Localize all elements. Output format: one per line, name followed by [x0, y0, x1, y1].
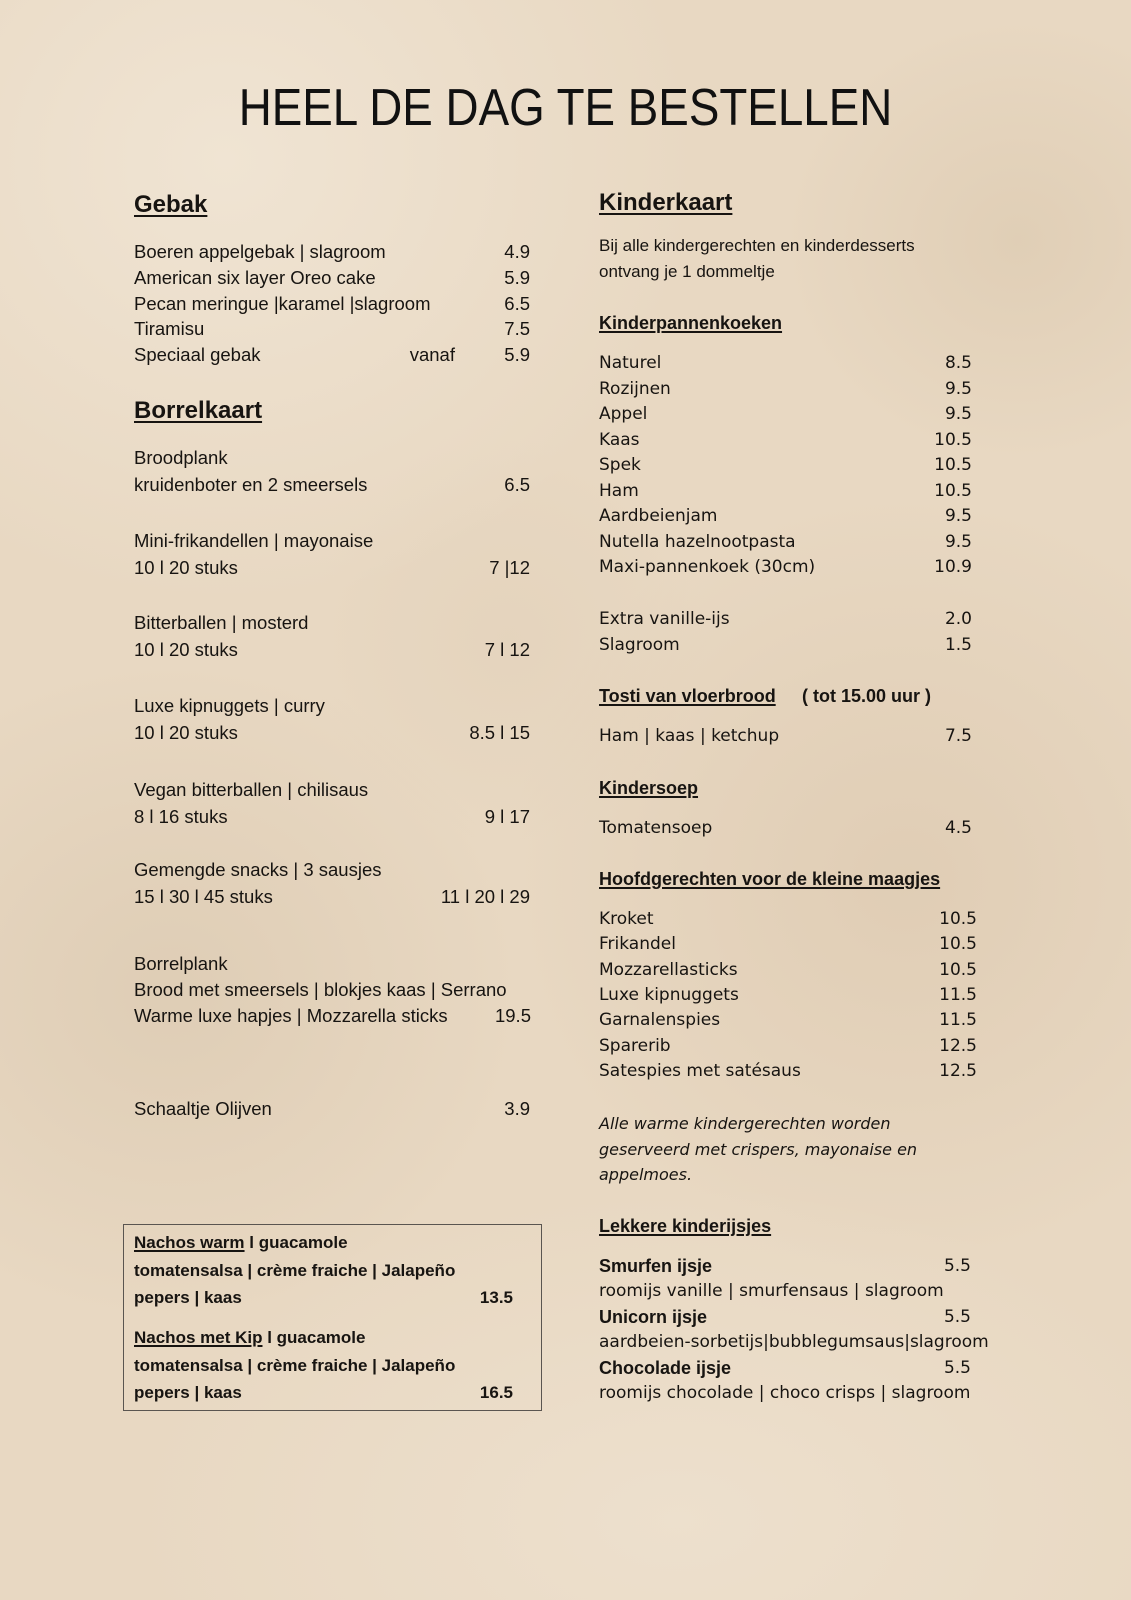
- item-price: 7 l 12: [484, 639, 530, 660]
- item-price: 7.5: [504, 318, 530, 340]
- nachos-detail-row: [134, 1352, 513, 1380]
- subheading-soep: [599, 775, 972, 801]
- item-price: 4.9: [504, 241, 530, 262]
- nachos-title-wrap: [134, 1324, 365, 1352]
- item-price: 19.5: [494, 1005, 531, 1026]
- item-name: Mozzarellasticks: [599, 959, 738, 980]
- item-price: 12.5: [939, 1035, 977, 1056]
- nachos-title-rest: l guacamole: [244, 1233, 348, 1252]
- borrelplank-detail-row: [134, 977, 531, 1003]
- item-name: Tomatensoep: [599, 818, 713, 838]
- item-name: Extra vanille-ijs: [599, 609, 730, 629]
- subheading-text: Kinderpannenkoeken: [599, 313, 783, 333]
- borrelplank-item: [134, 951, 531, 1029]
- olijven-item: [134, 1096, 530, 1122]
- ijsje-desc-row: [599, 1330, 989, 1355]
- item-name: Rozijnen: [599, 378, 671, 399]
- item-name: Chocolade ijsje: [599, 1357, 732, 1378]
- item-price: 3.9: [504, 1098, 530, 1119]
- item-desc: roomijs chocolade | choco crisps | slagroom: [599, 1383, 971, 1404]
- borrel-item: [134, 856, 530, 910]
- menu-item-row: [599, 504, 972, 530]
- menu-item-row: [599, 530, 972, 556]
- menu-item-row: [599, 907, 977, 932]
- ijsje-name-row: [599, 1356, 971, 1381]
- item-name: Ham: [599, 480, 639, 501]
- menu-item-row: [134, 265, 530, 291]
- item-detail: 10 l 20 stuks: [134, 722, 238, 743]
- note-line: [599, 1162, 972, 1188]
- nachos-title-row: [134, 1229, 513, 1257]
- menu-item-row: [599, 1034, 977, 1059]
- subheading-note: ( tot 15.00 uur ): [802, 686, 932, 706]
- item-name: Kroket: [599, 909, 654, 929]
- item-name: Ham | kaas | ketchup: [599, 726, 780, 746]
- item-price: 2.0: [944, 609, 972, 629]
- item-price: 10.5: [934, 455, 972, 475]
- nachos-detail: tomatensalsa | crème fraiche | Jalapeño: [134, 1355, 456, 1375]
- item-name: Gemengde snacks | 3 sausjes: [134, 859, 382, 880]
- item-name: Vegan bitterballen | chilisaus: [134, 779, 369, 800]
- item-detail: Brood met smeersels | blokjes kaas | Serrano: [134, 979, 507, 1000]
- item-detail: Warme luxe hapjes | Mozzarella sticks: [134, 1005, 448, 1026]
- item-name: Mini-frikandellen | mayonaise: [134, 530, 374, 551]
- menu-item-row: [134, 342, 530, 368]
- section-heading-text: Borrelkaart: [134, 397, 263, 424]
- item-name: Boeren appelgebak | slagroom: [134, 241, 386, 262]
- item-price: 5.9: [504, 344, 530, 366]
- menu-item-row: [599, 723, 972, 749]
- item-name: Frikandel: [599, 934, 676, 955]
- item-price: 10.5: [939, 959, 977, 980]
- kinderkaart-intro: [599, 233, 972, 285]
- borrel-item: [134, 444, 530, 498]
- nachos-detail-row: [134, 1379, 513, 1407]
- subheading-text: Hoofdgerechten voor de kleine maagjes: [599, 869, 941, 889]
- note-line: [599, 1111, 972, 1137]
- menu-item-row: [599, 428, 972, 454]
- nachos-detail-row: [134, 1257, 513, 1285]
- item-price: 6.5: [504, 474, 530, 495]
- section-heading-borrelkaart: [134, 396, 530, 426]
- item-name: Spek: [599, 455, 641, 475]
- item-price: 1.5: [944, 635, 972, 655]
- item-price: 11.5: [939, 984, 977, 1005]
- item-price: 10.5: [934, 480, 972, 501]
- menu-item-row: [599, 983, 977, 1008]
- nachos-detail: pepers | kaas: [134, 1288, 242, 1307]
- menu-item-row: [599, 632, 972, 658]
- subheading-tosti: [599, 683, 972, 709]
- note-text: appelmoes.: [599, 1165, 693, 1184]
- menu-item-row: [599, 479, 972, 505]
- section-heading-kinderkaart: [599, 188, 972, 218]
- menu-item-row: [599, 815, 972, 841]
- intro-line: [599, 259, 972, 285]
- item-price: 10.9: [934, 557, 972, 577]
- borrel-item-name-row: [134, 527, 530, 554]
- note-text: Alle warme kindergerechten worden: [599, 1114, 891, 1133]
- nachos-price: 13.5: [479, 1288, 513, 1307]
- item-price: 9.5: [944, 378, 972, 399]
- item-name: American six layer Oreo cake: [134, 266, 376, 288]
- item-price: 7 |12: [489, 557, 530, 578]
- menu-item-row: [599, 453, 972, 479]
- tosti-list: [599, 723, 972, 749]
- menu-item-row: [134, 316, 530, 342]
- note-line: [599, 1137, 972, 1163]
- nachos-title-wrap: [134, 1229, 348, 1257]
- soep-list: [599, 815, 972, 841]
- menu-item-row: [599, 932, 977, 957]
- borrel-item-name-row: [134, 776, 530, 803]
- item-price: 10.5: [934, 429, 972, 450]
- right-column: [599, 0, 989, 1600]
- intro-text: ontvang je 1 dommeltje: [599, 262, 775, 281]
- intro-text: Bij alle kindergerechten en kinderdesserts: [599, 236, 915, 255]
- section-heading-text: Kinderkaart: [599, 189, 733, 216]
- intro-line: [599, 233, 972, 259]
- item-price: 7.5: [944, 726, 972, 746]
- menu-item-row: [599, 351, 972, 377]
- nachos-detail: pepers | kaas: [134, 1383, 242, 1402]
- item-name: Unicorn ijsje: [599, 1306, 708, 1327]
- borrelplank-detail-row: [134, 1003, 531, 1029]
- borrel-item-name-row: [134, 609, 530, 636]
- item-name: Borrelplank: [134, 953, 228, 974]
- item-desc: aardbeien-sorbetijs|bubblegumsaus|slagroom: [599, 1332, 989, 1353]
- nachos-detail-row: [134, 1284, 513, 1312]
- item-price: 8.5 l 15: [469, 722, 530, 743]
- section-heading-text: Gebak: [134, 191, 208, 218]
- item-name: Aardbeienjam: [599, 506, 718, 526]
- item-price: 5.5: [943, 1256, 971, 1276]
- borrel-item-name-row: [134, 444, 530, 471]
- item-name: Garnalenspies: [599, 1010, 721, 1031]
- note-text: geserveerd met crispers, mayonaise en: [599, 1139, 918, 1159]
- item-price: 9.5: [944, 531, 972, 552]
- menu-item-row: [599, 1059, 977, 1084]
- item-price: 10.5: [939, 934, 977, 955]
- item-price: 6.5: [504, 292, 530, 314]
- borrel-item: [134, 527, 530, 581]
- nachos-box: [123, 1224, 542, 1411]
- item-name: Pecan meringue |karamel |slagroom: [134, 292, 431, 314]
- menu-item-row: [599, 377, 972, 403]
- item-name: Kaas: [599, 429, 640, 450]
- hoofdgerechten-note: [599, 1111, 972, 1188]
- menu-item-row: [134, 239, 530, 265]
- menu-item-row: [599, 1008, 977, 1033]
- item-name: Appel: [599, 404, 648, 424]
- borrel-item-detail-row: [134, 803, 530, 830]
- section-heading-gebak: [134, 190, 530, 220]
- item-name: Nutella hazelnootpasta: [599, 531, 796, 552]
- menu-item-row: [134, 291, 530, 317]
- item-price: 11.5: [939, 1010, 977, 1031]
- extras-list: [599, 606, 972, 658]
- item-price: 10.5: [939, 909, 977, 929]
- item-name: Luxe kipnuggets | curry: [134, 695, 325, 716]
- item-detail: kruidenboter en 2 smeersels: [134, 474, 368, 495]
- item-name: Slagroom: [599, 635, 680, 655]
- menu-item-row: [599, 606, 972, 632]
- item-price: 5.9: [504, 266, 530, 288]
- item-price: 5.5: [943, 1357, 971, 1378]
- item-name: Satespies met satésaus: [599, 1060, 801, 1081]
- item-price: 9.5: [944, 404, 972, 424]
- borrel-item-detail-row: [134, 719, 530, 746]
- nachos-price: 16.5: [479, 1383, 513, 1402]
- item-detail: 15 l 30 l 45 stuks: [134, 886, 273, 907]
- nachos-item: [134, 1229, 513, 1312]
- item-name: Tiramisu: [134, 318, 205, 340]
- menu-item-row: [599, 958, 977, 983]
- item-name: Sparerib: [599, 1035, 671, 1056]
- borrel-item-name-row: [134, 692, 530, 719]
- item-detail: 8 l 16 stuks: [134, 806, 228, 827]
- nachos-title-rest: l guacamole: [262, 1328, 366, 1347]
- nachos-detail: tomatensalsa | crème fraiche | Jalapeño: [134, 1260, 456, 1280]
- item-price: 11 l 20 l 29: [440, 886, 530, 907]
- borrelplank-name-row: [134, 951, 531, 977]
- subheading-ijsjes: [599, 1213, 972, 1239]
- item-name: Luxe kipnuggets: [599, 984, 739, 1005]
- menu-item-row: [599, 555, 972, 581]
- item-detail: 10 l 20 stuks: [134, 639, 238, 660]
- item-price: 5.5: [943, 1306, 971, 1327]
- pannenkoeken-list: [599, 351, 972, 581]
- subheading-text: Kindersoep: [599, 778, 699, 798]
- item-name: Bitterballen | mosterd: [134, 612, 309, 633]
- nachos-title: Nachos met Kip: [134, 1328, 263, 1347]
- item-price: 12.5: [939, 1060, 977, 1081]
- borrel-item-detail-row: [134, 883, 530, 910]
- ijsje-name-row: [599, 1254, 971, 1279]
- borrel-item: [134, 609, 530, 663]
- ijsje-desc-row: [599, 1381, 971, 1406]
- item-detail: 10 l 20 stuks: [134, 557, 238, 578]
- item-price: 9 l 17: [484, 806, 530, 827]
- borrel-item-name-row: [134, 856, 530, 883]
- borrel-item: [134, 776, 530, 830]
- nachos-item: [134, 1324, 513, 1407]
- page-title: HEEL DE DAG TE BESTELLEN: [238, 79, 893, 137]
- subheading-pannenkoeken: [599, 310, 972, 336]
- nachos-title-row: [134, 1324, 513, 1352]
- item-name: Schaaltje Olijven: [134, 1098, 272, 1119]
- item-price-note: vanaf: [409, 344, 455, 366]
- item-price: 9.5: [944, 506, 972, 526]
- ijsjes-list: [599, 1254, 989, 1406]
- subheading-hoofdgerechten: [599, 866, 972, 892]
- item-name: Naturel: [599, 353, 662, 373]
- item-name: Speciaal gebak: [134, 344, 261, 366]
- subheading-text: Tosti van vloerbrood: [599, 686, 776, 706]
- borrel-item-detail-row: [134, 554, 530, 581]
- item-price: 4.5: [944, 818, 972, 838]
- item-desc: roomijs vanille | smurfensaus | slagroom: [599, 1281, 944, 1302]
- item-name: Broodplank: [134, 447, 228, 468]
- hoofdgerechten-list: [599, 907, 977, 1084]
- subheading-text: Lekkere kinderijsjes: [599, 1216, 772, 1236]
- menu-item-row: [599, 402, 972, 428]
- borrel-item-detail-row: [134, 636, 530, 663]
- menu-item-row: [134, 1096, 530, 1122]
- item-name: Smurfen ijsje: [599, 1256, 713, 1276]
- ijsje-name-row: [599, 1305, 971, 1330]
- item-name: Maxi-pannenkoek (30cm): [599, 557, 816, 577]
- ijsje-desc-row: [599, 1279, 971, 1304]
- borrel-item-detail-row: [134, 471, 530, 498]
- borrel-item: [134, 692, 530, 746]
- gebak-list: [134, 239, 530, 368]
- item-price: 8.5: [944, 353, 972, 373]
- nachos-title: Nachos warm: [134, 1233, 245, 1252]
